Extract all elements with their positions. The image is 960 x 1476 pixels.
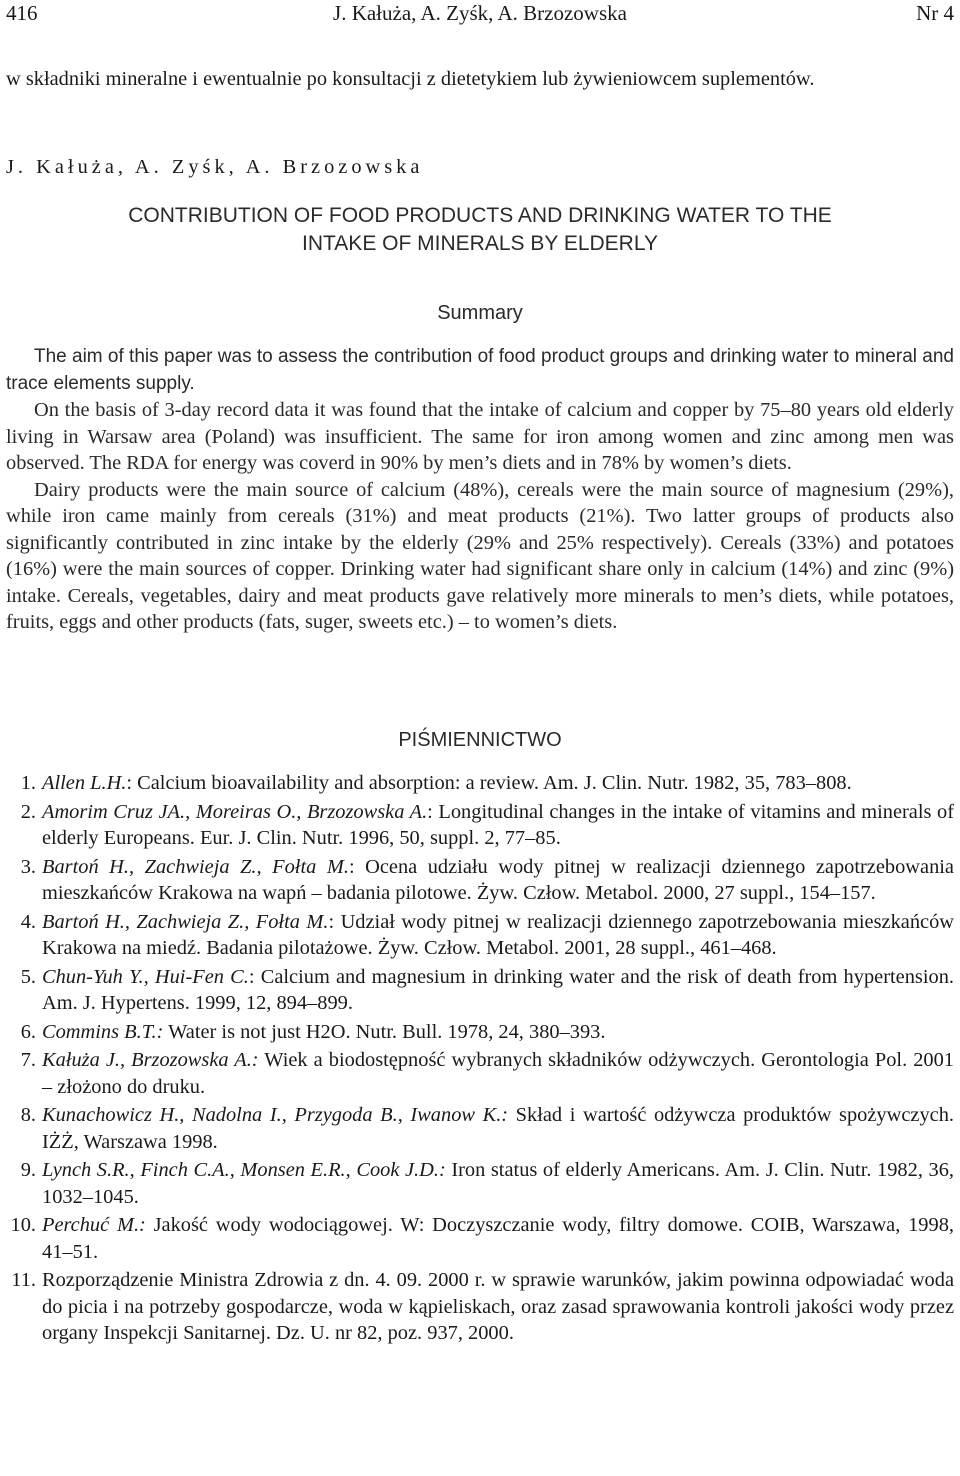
reference-item xyxy=(6,1212,954,1265)
references-heading: PIŚMIENNICTWO xyxy=(398,729,562,751)
reference-item xyxy=(6,909,954,962)
reference-item xyxy=(6,1102,954,1155)
reference-text: Wiek a biodostępność wybranych składników odżywczych. Gerontologia Pol. 2001 – złożono do druku. xyxy=(42,1049,954,1098)
page-number: 416 xyxy=(6,1,38,25)
summary-paragraph-2: On the basis of 3-day record data it was found that the intake of calcium and copper by 75–80 years old elderly living in Warsaw area (Poland) was insufficient. The same for iron among women and zinc among men was observed. The RDA for energy was coverd in 90% by men’s diets and in 78% by women’s diets. xyxy=(6,399,954,474)
issue-number: Nr 4 xyxy=(916,1,954,25)
reference-number: 5. xyxy=(20,965,36,988)
reference-text: : Ocena udziału wody pitnej w realizacji dziennego zapotrzebowania mieszkańców Krakowa na wapń – badania pilotowe. Żyw. Człow. Metabol. 2000, 27 suppl., 154–157. xyxy=(42,855,954,904)
reference-item xyxy=(6,854,954,907)
reference-item xyxy=(6,1019,954,1046)
reference-item xyxy=(6,799,954,852)
reference-authors: Allen L.H. xyxy=(42,772,127,794)
reference-authors: Chun-Yuh Y., Hui-Fen C. xyxy=(42,965,249,988)
reference-authors: Perchuć M.: xyxy=(42,1214,146,1236)
reference-number: 9. xyxy=(20,1159,36,1181)
reference-text: Iron status of elderly Americans. Am. J. Clin. Nutr. 1982, 36, 1032–1045. xyxy=(42,1159,954,1208)
reference-item xyxy=(6,1157,954,1210)
article-title-line-2: INTAKE OF MINERALS BY ELDERLY xyxy=(302,232,658,255)
article-authors: J. Kałuża, A. Zyśk, A. Brzozowska xyxy=(6,156,424,178)
reference-number: 6. xyxy=(20,1020,36,1043)
reference-text: : Calcium and magnesium in drinking water and the risk of death from hypertension. Am. J. Hypertens. 1999, 12, 894–899. xyxy=(42,965,954,1014)
reference-text: Rozporządzenie Ministra Zdrowia z dn. 4. 09. 2000 r. w sprawie warunków, jakim powinna odpowiadać woda do picia i na potrzeby gospodarcze, woda w kąpieliskach, oraz zasad sprawowania kontroli jakości wody przez organy Inspekcji Sanitarnej. Dz. U. nr 82, poz. 937, 2000. xyxy=(42,1269,954,1344)
intro-paragraph: w składniki mineralne i ewentualnie po konsultacji z dietetykiem lub żywieniowcem suplementów. xyxy=(6,68,815,90)
summary-paragraph-3: Dairy products were the main source of calcium (48%), cereals were the main source of magnesium (29%), while iron came mainly from cereals (31%) and meat products (21%). Two latter groups of products also significantly contributed in zinc intake by the elderly (29% and 25% respectively). Cereals (33%) and potatoes (16%) were the main sources of copper. Drinking water had significant share only in calcium (14%) and zinc (9%) intake. Cereals, vegetables, dairy and meat products gave relatively more minerals to men’s diets, while potatoes, fruits, eggs and other products (fats, suger, sweets etc.) – to women’s diets. xyxy=(6,478,954,633)
references-list xyxy=(6,770,954,1349)
summary-paragraph-1: The aim of this paper was to assess the contribution of food product groups and drinking water to mineral and trace elements supply. xyxy=(6,346,954,394)
reference-authors: Lynch S.R., Finch C.A., Monsen E.R., Cook J.D.: xyxy=(42,1159,446,1181)
reference-number: 1. xyxy=(20,772,36,794)
reference-text: : Calcium bioavailability and absorption: a review. Am. J. Clin. Nutr. 1982, 35, 783–808. xyxy=(126,772,852,794)
reference-number: 11. xyxy=(11,1269,36,1291)
running-header-authors: J. Kałuża, A. Zyśk, A. Brzozowska xyxy=(333,1,627,25)
reference-authors: Kunachowicz H., Nadolna I., Przygoda B., Iwanow K.: xyxy=(42,1104,509,1126)
reference-authors: Bartoń H., Zachwieja Z., Fołta M. xyxy=(42,855,349,878)
running-header xyxy=(0,0,960,28)
reference-authors: Commins B.T.: xyxy=(42,1020,164,1043)
reference-text: : Longitudinal changes in the intake of vitamins and minerals of elderly Europeans. Eur. J. Clin. Nutr. 1996, 50, suppl. 2, 77–85. xyxy=(42,800,954,849)
reference-number: 8. xyxy=(20,1104,36,1126)
reference-number: 3. xyxy=(20,855,36,878)
article-title-line-1: CONTRIBUTION OF FOOD PRODUCTS AND DRINKING WATER TO THE xyxy=(128,204,832,227)
reference-item xyxy=(6,770,954,797)
reference-text: Skład i wartość odżywcza produktów spożywczych. IŻŻ, Warszawa 1998. xyxy=(42,1104,954,1153)
reference-authors: Bartoń H., Zachwieja Z., Fołta M. xyxy=(42,910,329,933)
reference-item xyxy=(6,1267,954,1347)
summary-body xyxy=(6,343,954,636)
article-title xyxy=(0,202,960,258)
reference-item xyxy=(6,964,954,1017)
reference-text: Jakość wody wodociągowej. W: Doczyszczanie wody, filtry domowe. COIB, Warszawa, 1998, 41–51. xyxy=(42,1214,954,1263)
reference-text: Water is not just H2O. Nutr. Bull. 1978, 24, 380–393. xyxy=(163,1020,606,1043)
reference-authors: Kałuża J., Brzozowska A.: xyxy=(42,1049,259,1071)
reference-number: 2. xyxy=(20,800,36,823)
reference-number: 7. xyxy=(20,1049,36,1071)
reference-number: 4. xyxy=(20,910,36,933)
reference-text: : Udział wody pitnej w realizacji dziennego zapotrzebowania mieszkańców Krakowa na miedź. Badania pilotażowe. Żyw. Człow. Metabol. 2001, 28 suppl., 461–468. xyxy=(42,910,954,959)
reference-authors: Amorim Cruz JA., Moreiras O., Brzozowska A. xyxy=(42,800,428,823)
reference-item xyxy=(6,1047,954,1100)
reference-number: 10. xyxy=(10,1214,36,1236)
summary-heading: Summary xyxy=(437,302,523,324)
